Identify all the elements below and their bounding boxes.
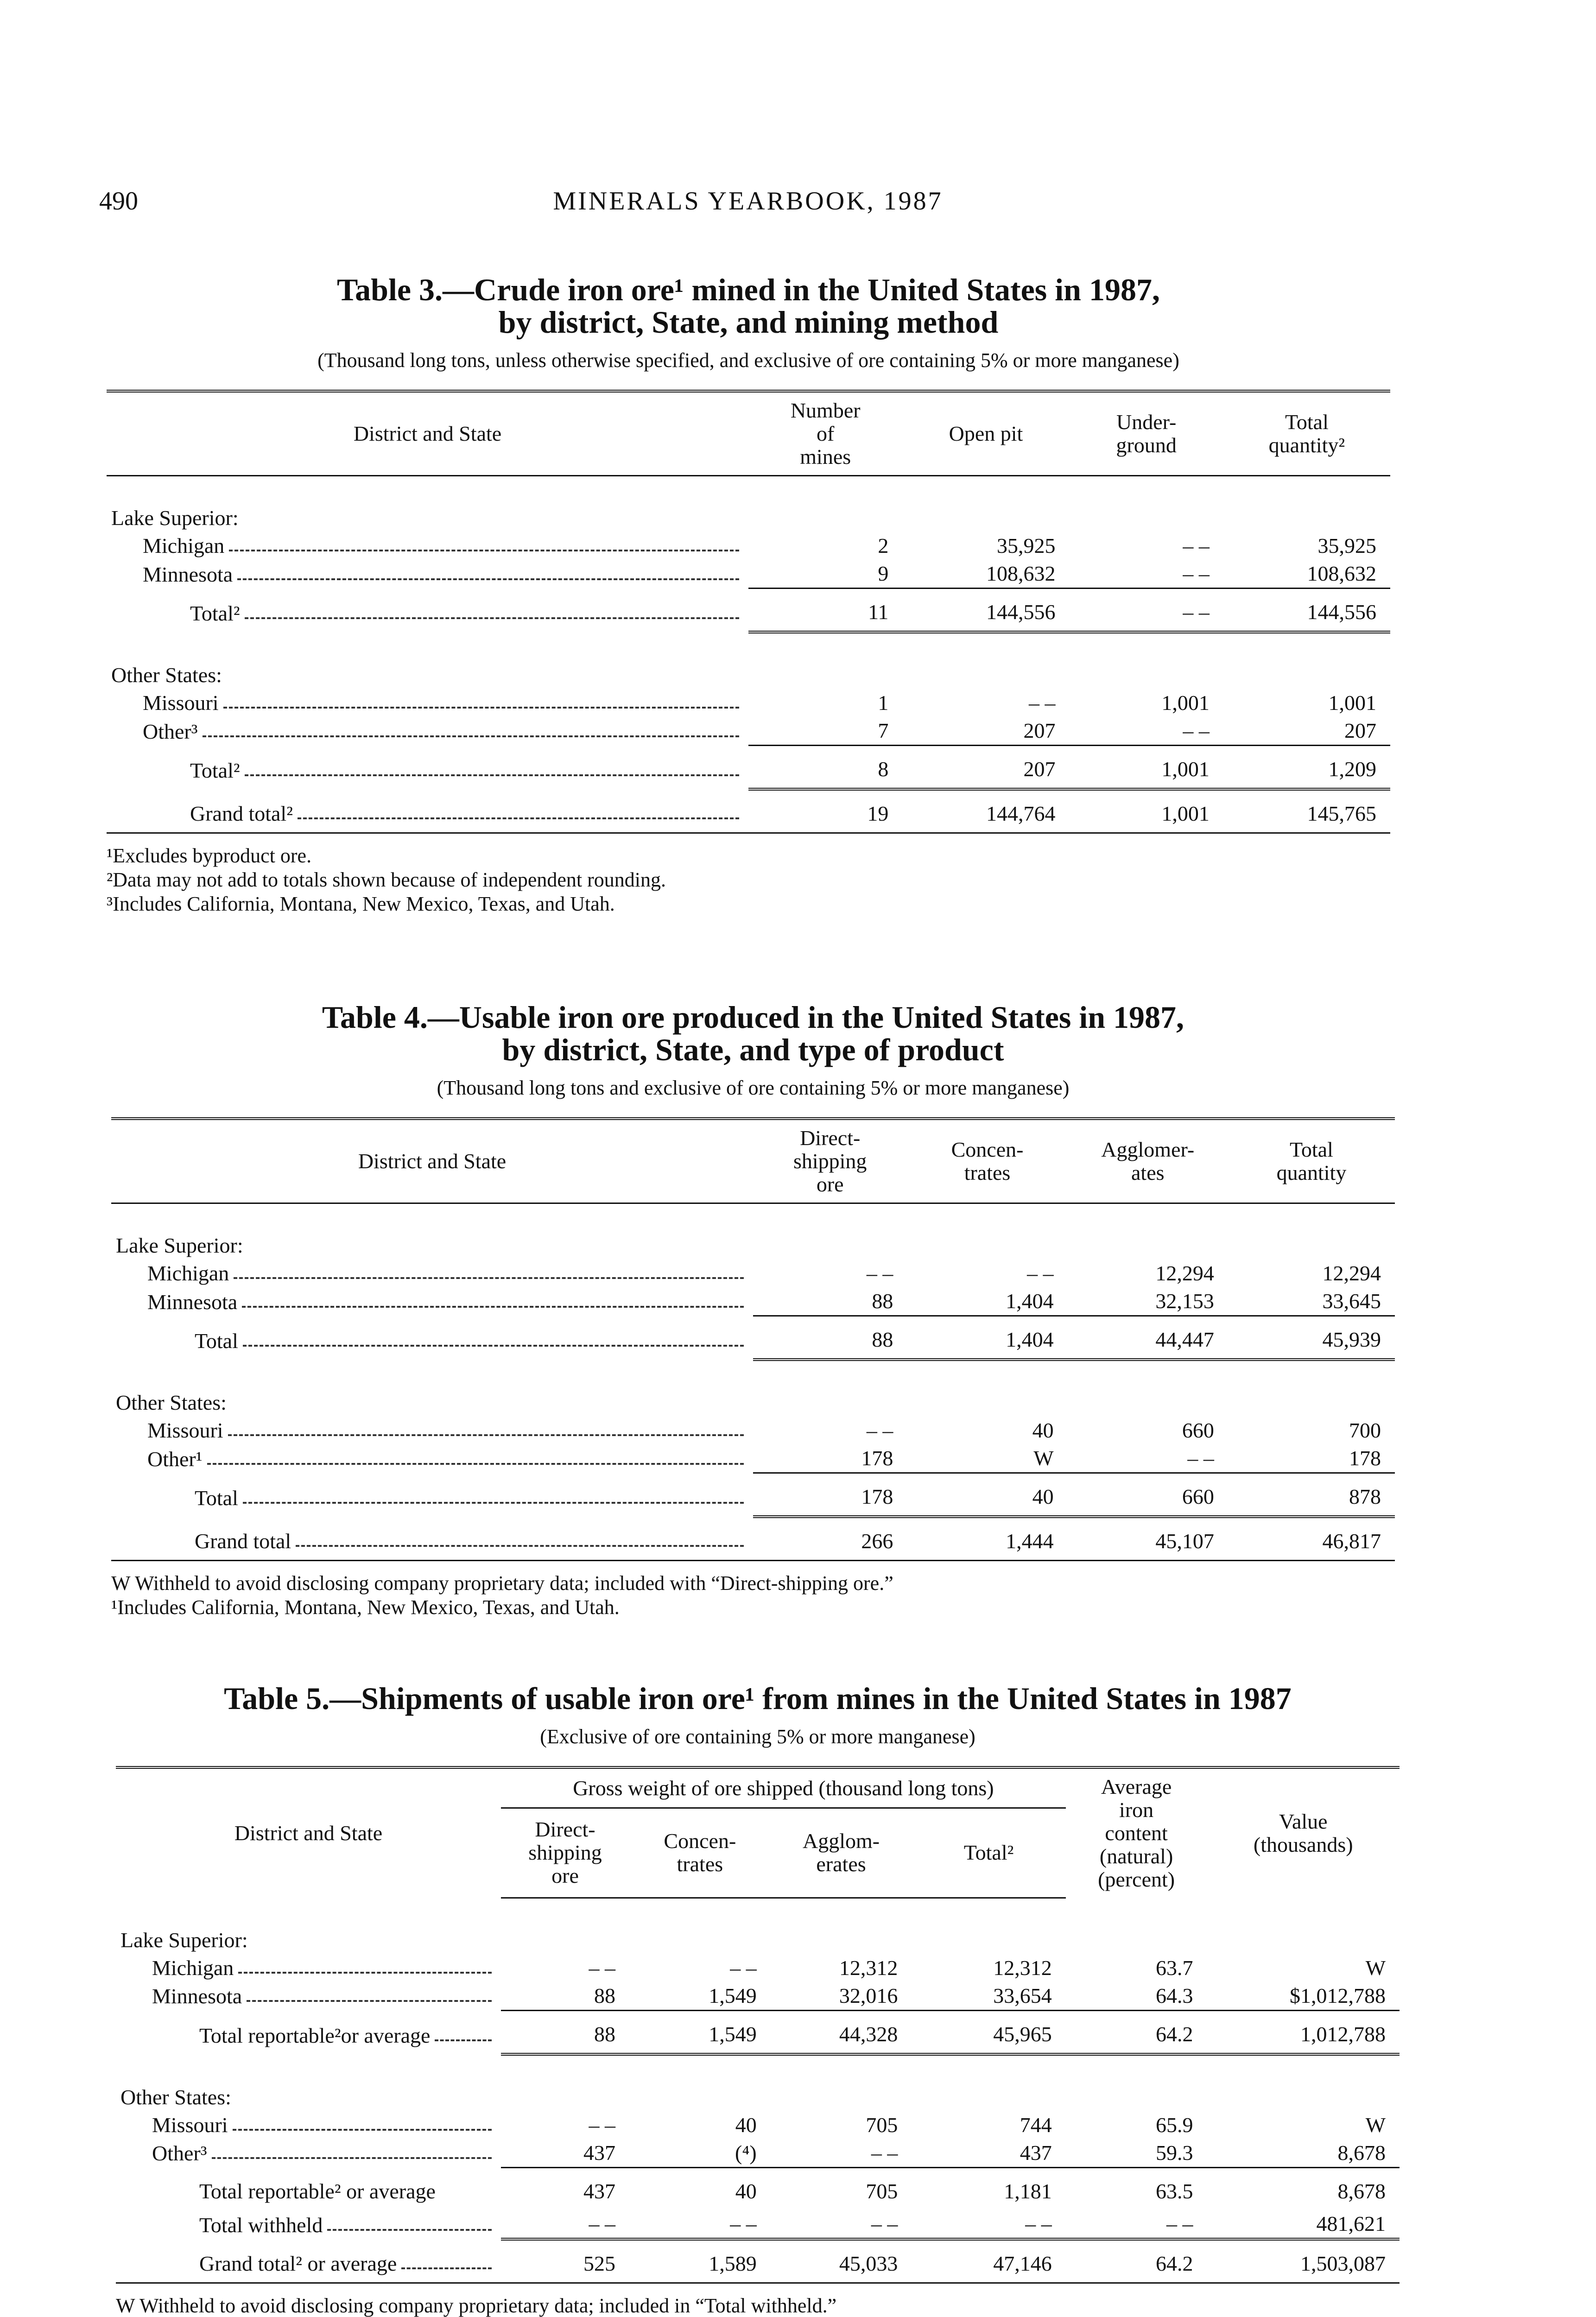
table-cell: – – — [589, 2113, 615, 2137]
table-cell: 744 — [1020, 2113, 1052, 2137]
table-row — [116, 1954, 1400, 1982]
table-cell: 45,033 — [771, 2239, 912, 2283]
table-cell: – – — [730, 1956, 757, 1980]
table-cell: 1,503,087 — [1207, 2239, 1400, 2283]
row-label-cell — [107, 589, 748, 633]
table-cell: $1,012,788 — [1290, 1983, 1386, 2007]
row-stub — [147, 1290, 748, 1314]
row-label: Minnesota — [143, 562, 233, 586]
row-label-cell — [107, 789, 748, 833]
row-label: Michigan — [143, 534, 225, 557]
table-cell: 33,654 — [993, 1983, 1052, 2007]
table-cell: 525 — [501, 2239, 629, 2283]
table-cell: 1,001 — [1161, 691, 1210, 715]
table-cell: – – — [1187, 1446, 1214, 1470]
table-cell: 19 — [748, 789, 902, 833]
table-cell: 88 — [594, 1983, 615, 2007]
table-cell: 40 — [735, 2113, 757, 2137]
row-label-cell — [116, 1954, 501, 1982]
table-cell: W — [1365, 2113, 1386, 2137]
table-cell: 1,001 — [1070, 789, 1223, 833]
section-row-other-states — [116, 2054, 1400, 2111]
total-row — [107, 589, 1390, 633]
footnote: ¹Includes California, Montana, New Mexico, Texas, and Utah. — [111, 1596, 620, 1619]
table-row — [116, 2139, 1400, 2168]
row-stub — [195, 1529, 748, 1553]
footnote: ¹Excludes byproduct ore. — [107, 844, 312, 867]
table-cell: 47,146 — [912, 2239, 1065, 2283]
dot-leader — [245, 617, 739, 619]
table-3-grid — [107, 390, 1390, 834]
row-label: Michigan — [147, 1261, 229, 1285]
table-cell: 266 — [753, 1517, 907, 1561]
row-label: Total withheld — [199, 2213, 323, 2237]
table-row — [107, 532, 1390, 560]
dot-leader — [435, 2039, 492, 2041]
dot-leader — [229, 550, 739, 551]
table-cell: – – — [912, 2210, 1065, 2239]
table-cell: 88 — [872, 1289, 893, 1313]
running-title: MINERALS YEARBOOK, 1987 — [553, 187, 943, 215]
row-label-cell — [116, 2111, 501, 2139]
table-cell: W — [1033, 1446, 1054, 1470]
table-cell: 32,153 — [1155, 1289, 1214, 1313]
column-header-open-pit: Open pit — [902, 391, 1069, 476]
total-row — [116, 2167, 1400, 2210]
table-4 — [111, 1001, 1395, 1620]
table-cell: 45,965 — [912, 2010, 1065, 2054]
row-label-cell — [107, 746, 748, 790]
table-5-footnotes — [116, 2294, 1400, 2317]
table-cell: 32,016 — [839, 1983, 898, 2007]
table-cell: 33,645 — [1322, 1289, 1381, 1313]
table-5-subtitle: (Exclusive of ore containing 5% or more manganese) — [540, 1725, 975, 1748]
row-label-cell: Lake Superior: — [120, 1928, 248, 1952]
table-cell: 12,294 — [1155, 1261, 1214, 1285]
table-row — [111, 1444, 1395, 1473]
row-label-cell — [116, 2239, 501, 2283]
row-stub — [143, 720, 744, 744]
table-cell: 660 — [1068, 1473, 1228, 1517]
row-label: Total — [195, 1329, 238, 1353]
row-label: Grand total² or average — [199, 2251, 397, 2275]
table-4-subtitle: (Thousand long tons and exclusive of ore containing 5% or more manganese) — [437, 1076, 1070, 1099]
dot-leader — [228, 1434, 744, 1436]
dot-leader — [237, 578, 739, 580]
table-cell: 144,764 — [902, 789, 1069, 833]
table-cell: 1,549 — [629, 2010, 771, 2054]
column-header-total-quantity: Total quantity — [1228, 1119, 1395, 1203]
table-3-title-line-1: Table 3.—Crude iron ore¹ mined in the United States in 1987, — [337, 272, 1160, 307]
table-cell: 40 — [629, 2167, 771, 2210]
row-label: Other³ — [152, 2141, 207, 2165]
table-row — [111, 1417, 1395, 1444]
table-cell: 178 — [753, 1473, 907, 1517]
table-cell: – – — [1183, 534, 1210, 557]
row-label-cell — [116, 2167, 501, 2210]
row-label: Total² — [190, 759, 240, 782]
footnote: ³Includes California, Montana, New Mexico, Texas, and Utah. — [107, 893, 615, 915]
table-cell: – – — [1070, 589, 1223, 633]
row-label: Missouri — [152, 2113, 228, 2137]
column-header-total: Total² — [912, 1808, 1065, 1898]
table-3 — [107, 273, 1390, 916]
row-label-cell: Other States: — [111, 663, 222, 687]
column-header-average-iron-content: Average iron content (natural) (percent) — [1066, 1767, 1207, 1898]
total-row — [111, 1473, 1395, 1517]
table-5-title: Table 5.—Shipments of usable iron ore¹ from mines in the United States in 1987 — [224, 1681, 1292, 1716]
table-cell: 88 — [501, 2010, 629, 2054]
table-row — [116, 1982, 1400, 2011]
table-3-header-row — [107, 391, 1390, 476]
table-cell: 144,556 — [1223, 589, 1390, 633]
row-label-cell — [111, 1473, 753, 1517]
dot-leader — [243, 1345, 744, 1347]
table-cell: 8,678 — [1337, 2140, 1386, 2165]
table-cell: 1,001 — [1070, 746, 1223, 790]
row-stub — [190, 802, 744, 826]
table-cell: 8 — [748, 746, 902, 790]
row-stub — [190, 601, 744, 626]
table-4-footnotes — [111, 1571, 1395, 1620]
table-cell: 12,312 — [839, 1956, 898, 1980]
row-label-cell — [111, 1517, 753, 1561]
table-cell: 145,765 — [1223, 789, 1390, 833]
table-cell: 35,925 — [1317, 534, 1376, 557]
table-cell: 878 — [1228, 1473, 1395, 1517]
table-3-footnotes — [107, 844, 1390, 916]
table-cell: 207 — [1023, 719, 1056, 742]
row-label-cell — [116, 1982, 501, 2011]
table-cell: 11 — [748, 589, 902, 633]
row-label-cell — [116, 2139, 501, 2168]
table-cell: 44,328 — [771, 2010, 912, 2054]
table-cell: – – — [1027, 1261, 1054, 1285]
table-row — [107, 689, 1390, 717]
row-label: Total² — [190, 601, 240, 625]
row-stub — [143, 563, 744, 587]
table-cell: 1,404 — [907, 1316, 1067, 1360]
table-cell: 64.2 — [1066, 2239, 1207, 2283]
column-header-direct-shipping: Direct- shipping ore — [501, 1808, 629, 1898]
row-label: Grand total — [195, 1529, 291, 1553]
footnote: W Withheld to avoid disclosing company proprietary data; included in “Total withheld.” — [116, 2294, 837, 2317]
row-label-cell — [111, 1417, 753, 1444]
dot-leader — [203, 735, 739, 737]
row-stub — [147, 1418, 748, 1443]
column-group-gross-weight: Gross weight of ore shipped (thousand long tons) — [501, 1767, 1066, 1808]
footnote: W Withheld to avoid disclosing company proprietary data; included with “Direct-shipping ore.” — [111, 1572, 893, 1595]
table-row — [111, 1260, 1395, 1287]
total-withheld-row — [116, 2210, 1400, 2239]
row-label-cell — [111, 1444, 753, 1473]
table-row — [111, 1287, 1395, 1316]
dot-leader — [247, 2000, 492, 2002]
table-cell: (⁴) — [735, 2140, 757, 2165]
table-cell: 1 — [878, 691, 889, 715]
row-label-cell — [107, 560, 748, 589]
dot-leader — [207, 1463, 744, 1465]
table-4-title-line-2: by district, State, and type of product — [502, 1032, 1004, 1067]
table-cell: – – — [866, 1261, 893, 1285]
table-5-header-row-1 — [116, 1767, 1400, 1808]
row-label-cell — [111, 1287, 753, 1316]
row-label-cell: Lake Superior: — [111, 506, 239, 530]
row-label-cell: Other States: — [120, 2085, 231, 2109]
table-cell: 1,181 — [912, 2167, 1065, 2210]
table-cell: 178 — [1349, 1446, 1381, 1470]
grand-total-row — [107, 789, 1390, 833]
column-header-number-of-mines: Number of mines — [748, 391, 902, 476]
row-stub — [152, 1984, 496, 2008]
row-label-cell — [107, 689, 748, 717]
row-label-cell — [116, 2210, 501, 2239]
row-stub — [147, 1447, 748, 1471]
table-cell: 59.3 — [1155, 2140, 1193, 2165]
dot-leader — [296, 1545, 744, 1547]
table-4-grid — [111, 1117, 1395, 1561]
table-4-header-row — [111, 1119, 1395, 1203]
table-cell: 108,632 — [1307, 562, 1376, 585]
table-cell: 45,107 — [1068, 1517, 1228, 1561]
row-stub — [143, 691, 744, 715]
row-label: Minnesota — [152, 1984, 242, 2008]
row-label-cell — [111, 1316, 753, 1360]
table-cell: 437 — [1020, 2140, 1052, 2165]
column-header-agglomerates: Agglom- erates — [771, 1808, 912, 1898]
dot-leader — [242, 1306, 744, 1308]
section-row-other-states — [107, 632, 1390, 689]
table-cell: 705 — [866, 2113, 898, 2137]
row-stub — [199, 2024, 496, 2048]
row-label: Grand total² — [190, 802, 293, 825]
column-header-concentrates: Concen- trates — [907, 1119, 1067, 1203]
row-stub — [195, 1329, 748, 1353]
table-cell: 64.3 — [1155, 1983, 1193, 2007]
dot-leader — [238, 1972, 492, 1974]
row-label-cell — [107, 532, 748, 560]
section-row-lake-superior — [111, 1203, 1395, 1260]
column-header-agglomerates: Agglomer- ates — [1068, 1119, 1228, 1203]
table-cell: 40 — [1032, 1418, 1054, 1442]
row-stub — [195, 1486, 748, 1510]
row-stub — [147, 1261, 748, 1285]
table-3-title-line-2: by district, State, and mining method — [498, 304, 999, 340]
table-cell: – – — [501, 2210, 629, 2239]
table-cell: 7 — [878, 719, 889, 742]
table-cell: 108,632 — [986, 562, 1056, 585]
table-cell: 45,939 — [1228, 1316, 1395, 1360]
row-label-cell — [107, 717, 748, 746]
row-stub — [143, 534, 744, 558]
table-cell: – – — [1183, 719, 1210, 742]
table-cell: 144,556 — [902, 589, 1069, 633]
table-cell: 65.9 — [1155, 2113, 1193, 2137]
table-cell: 35,925 — [997, 534, 1056, 557]
dot-leader — [223, 707, 739, 709]
row-label: Total — [195, 1486, 238, 1510]
table-cell: – – — [871, 2140, 898, 2165]
section-row-lake-superior — [116, 1898, 1400, 1954]
table-cell: 1,012,788 — [1207, 2010, 1400, 2054]
dot-leader — [212, 2157, 492, 2159]
grand-total-row — [111, 1517, 1395, 1561]
table-cell: 64.2 — [1066, 2010, 1207, 2054]
column-header-concentrates: Concen- trates — [629, 1808, 771, 1898]
row-stub — [152, 1956, 496, 1980]
table-cell: – – — [771, 2210, 912, 2239]
table-3-subtitle: (Thousand long tons, unless otherwise specified, and exclusive of ore containing 5% or more manganese) — [317, 349, 1179, 372]
row-label: Other³ — [143, 719, 198, 743]
table-cell: 1,589 — [629, 2239, 771, 2283]
row-stub — [199, 2213, 496, 2237]
table-cell: 481,621 — [1207, 2210, 1400, 2239]
table-row — [116, 2111, 1400, 2139]
dot-leader — [234, 1277, 744, 1279]
table-cell: W — [1365, 1956, 1386, 1980]
table-cell: – – — [1029, 691, 1056, 715]
table-cell: – – — [1066, 2210, 1207, 2239]
table-cell: 207 — [1344, 719, 1376, 742]
column-header-district: District and State — [107, 391, 748, 476]
table-cell: 44,447 — [1068, 1316, 1228, 1360]
row-label: Other¹ — [147, 1447, 203, 1471]
row-label: Michigan — [152, 1956, 234, 1980]
dot-leader — [298, 817, 739, 819]
footnote: ²Data may not add to totals shown because of independent rounding. — [107, 868, 666, 891]
table-cell: – – — [629, 2210, 771, 2239]
table-cell: 8,678 — [1207, 2167, 1400, 2210]
total-row — [107, 746, 1390, 790]
row-label-cell — [111, 1260, 753, 1287]
table-cell: 63.5 — [1066, 2167, 1207, 2210]
table-cell: – – — [589, 1956, 615, 1980]
table-cell: 437 — [501, 2167, 629, 2210]
table-cell: 40 — [907, 1473, 1067, 1517]
table-cell: 12,312 — [993, 1956, 1052, 1980]
row-label-cell: Other States: — [116, 1391, 227, 1414]
grand-total-row — [116, 2239, 1400, 2283]
table-cell: 63.7 — [1155, 1956, 1193, 1980]
column-header-district: District and State — [116, 1767, 501, 1898]
table-cell: 1,209 — [1223, 746, 1390, 790]
row-label-cell: Lake Superior: — [116, 1234, 243, 1257]
table-cell: 700 — [1349, 1418, 1381, 1442]
row-stub — [199, 2252, 496, 2276]
table-cell: 705 — [771, 2167, 912, 2210]
column-header-underground: Under- ground — [1070, 391, 1223, 476]
table-cell: 1,444 — [907, 1517, 1067, 1561]
row-label-cell — [116, 2010, 501, 2054]
table-cell: 178 — [861, 1446, 893, 1470]
row-label: Total reportable² or average — [199, 2179, 436, 2203]
table-cell: 437 — [583, 2140, 615, 2165]
row-stub — [152, 2113, 496, 2137]
row-label: Total reportable²or average — [199, 2023, 431, 2047]
total-row — [111, 1316, 1395, 1360]
table-cell: – – — [1183, 562, 1210, 585]
table-cell: 9 — [878, 562, 889, 585]
row-label: Missouri — [143, 691, 219, 715]
table-cell: – – — [866, 1418, 893, 1442]
table-cell: 1,001 — [1328, 691, 1376, 715]
row-stub — [199, 2179, 496, 2203]
table-row — [107, 560, 1390, 589]
section-row-lake-superior — [107, 476, 1390, 532]
row-stub — [190, 759, 744, 783]
section-row-other-states — [111, 1360, 1395, 1417]
table-4-title-line-1: Table 4.—Usable iron ore produced in the United States in 1987, — [322, 1000, 1184, 1035]
table-cell: 207 — [902, 746, 1069, 790]
table-cell: 1,549 — [709, 1983, 757, 2007]
total-row — [116, 2010, 1400, 2054]
dot-leader — [401, 2267, 492, 2269]
dot-leader — [233, 2129, 492, 2131]
row-label: Missouri — [147, 1418, 223, 1442]
page-number: 490 — [99, 187, 138, 215]
table-cell: 88 — [753, 1316, 907, 1360]
row-label: Minnesota — [147, 1290, 238, 1314]
table-5 — [116, 1682, 1400, 2317]
dot-leader — [245, 774, 739, 776]
column-header-total-quantity: Total quantity² — [1223, 391, 1390, 476]
table-cell: 46,817 — [1228, 1517, 1395, 1561]
row-stub — [152, 2141, 496, 2165]
dot-leader — [243, 1502, 744, 1504]
dot-leader — [327, 2229, 492, 2231]
table-cell: 1,404 — [1006, 1289, 1054, 1313]
column-header-district: District and State — [111, 1119, 753, 1203]
table-5-grid — [116, 1766, 1400, 2284]
table-cell: 2 — [878, 534, 889, 557]
page-header — [99, 186, 1397, 223]
table-row — [107, 717, 1390, 746]
table-cell: 660 — [1182, 1418, 1214, 1442]
column-header-value: Value (thousands) — [1207, 1767, 1400, 1898]
table-cell: 12,294 — [1322, 1261, 1381, 1285]
column-header-direct-shipping: Direct- shipping ore — [753, 1119, 907, 1203]
